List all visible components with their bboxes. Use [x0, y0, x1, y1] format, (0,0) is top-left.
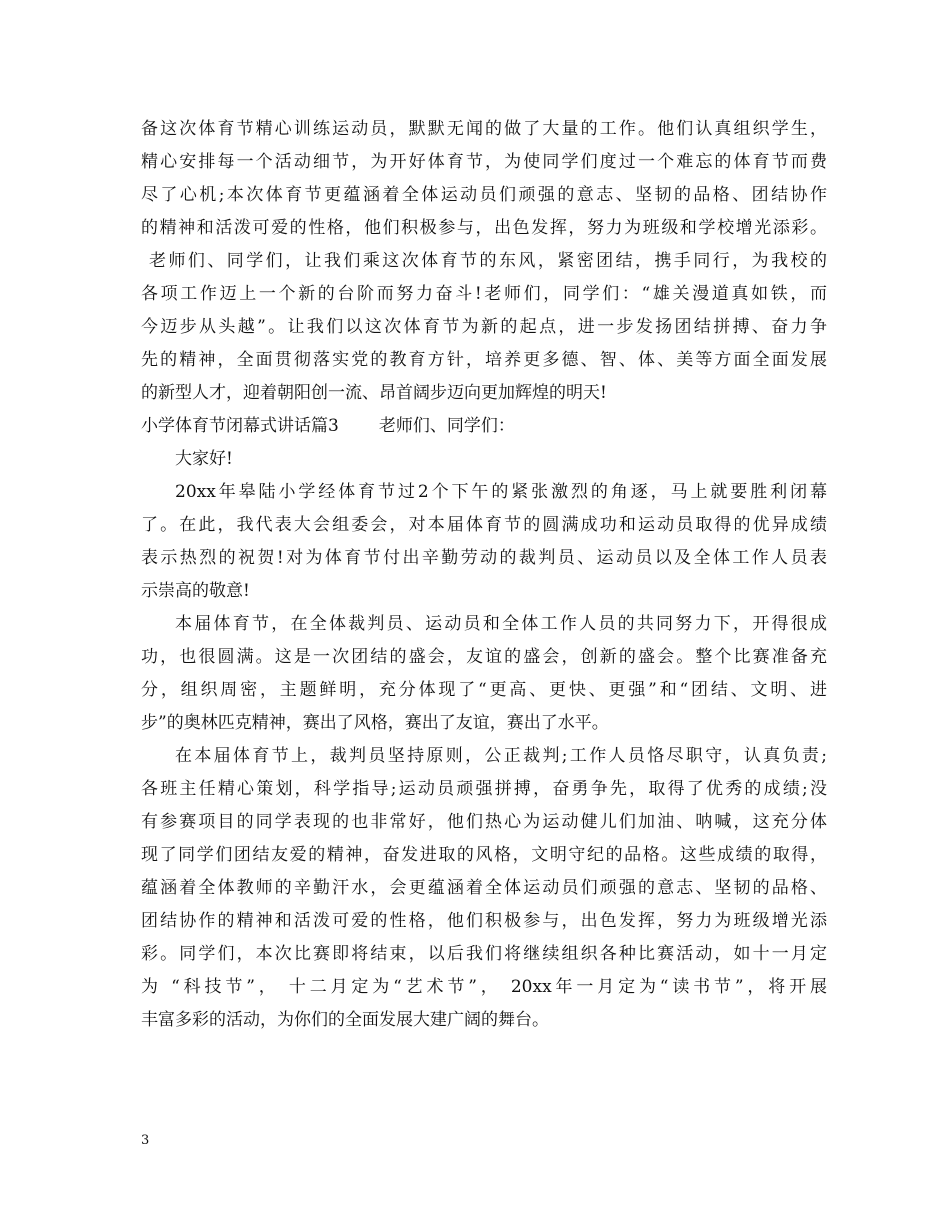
document-body: [141, 113, 827, 1037]
section-heading: [141, 410, 827, 443]
text-line: 先的精神，全面贯彻落实党的教育方针，培养更多德、智、体、美等方面全面发展: [141, 350, 827, 370]
text-line: 各项工作迈上一个新的台阶而努力奋斗!老师们，同学们：“雄关漫道真如铁，而: [141, 284, 827, 304]
text-line: 在本届体育节上，裁判员坚持原则，公正裁判;工作人员恪尽职守，认真负责;: [175, 746, 827, 766]
text-line: 彩。同学们，本次比赛即将结束，以后我们将继续组织各种比赛活动，如十一月定: [141, 944, 827, 964]
text-line: 现了同学们团结友爱的精神，奋发进取的风格，文明守纪的品格。这些成绩的取得，: [141, 845, 827, 865]
text-line: 本届体育节，在全体裁判员、运动员和全体工作人员的共同努力下，开得很成: [175, 614, 827, 634]
greeting: 大家好!: [175, 449, 233, 469]
text-line: 蕴涵着全体教师的辛勤汗水，会更蕴涵着全体运动员们顽强的意志、坚韧的品格、: [141, 878, 827, 898]
text-line: 20xx年皋陆小学经体育节过2个下午的紧张激烈的角逐，马上就要胜利闭幕: [175, 482, 827, 502]
salutation: 老师们、同学们：: [378, 416, 515, 436]
text-line: 分，组织周密，主题鲜明，充分体现了“更高、更快、更强”和“团结、文明、进: [141, 680, 827, 700]
text-line: 精心安排每一个活动细节，为开好体育节，为使同学们度过一个难忘的体育节而费: [141, 152, 827, 172]
text-line: 功，也很圆满。这是一次团结的盛会，友谊的盛会，创新的盛会。整个比赛准备充: [141, 647, 827, 667]
section-title: 小学体育节闭幕式讲话篇3: [141, 416, 339, 436]
text-line: 团结协作的精神和活泼可爱的性格，他们积极参与，出色发挥，努力为班级增光添: [141, 911, 827, 931]
text-line: 尽了心机;本次体育节更蕴涵着全体运动员们顽强的意志、坚韧的品格、团结协作: [141, 185, 827, 205]
text-line: 各班主任精心策划，科学指导;运动员顽强拼搏，奋勇争先，取得了优秀的成绩;没: [141, 779, 827, 799]
text-line: 示崇高的敬意!: [141, 581, 250, 601]
text-line: 的精神和活泼可爱的性格，他们积极参与，出色发挥，努力为班级和学校增光添彩。: [141, 218, 827, 238]
page-number: 3: [141, 1133, 150, 1148]
text-line: 表示热烈的祝贺!对为体育节付出辛勤劳动的裁判员、运动员以及全体工作人员表: [141, 548, 827, 568]
text-line: 今迈步从头越”。让我们以这次体育节为新的起点，进一步发扬团结拼搏、奋力争: [141, 317, 827, 337]
text-line: 老师们、同学们，让我们乘这次体育节的东风，紧密团结，携手同行，为我校的: [149, 251, 827, 271]
text-line: 有参赛项目的同学表现的也非常好，他们热心为运动健儿们加油、呐喊，这充分体: [141, 812, 827, 832]
text-line: 备这次体育节精心训练运动员，默默无闻的做了大量的工作。他们认真组织学生，: [141, 119, 827, 139]
text-line: 丰富多彩的活动，为你们的全面发展大建广阔的舞台。: [141, 1010, 549, 1030]
text-line: 步”的奥林匹克精神，赛出了风格，赛出了友谊，赛出了水平。: [141, 713, 609, 733]
text-line: 的新型人才，迎着朝阳创一流、昂首阔步迈向更加辉煌的明天!: [141, 383, 607, 403]
text-line: 为 “科技节”， 十二月定为“艺术节”， 20xx年一月定为“读书节”，将开展: [141, 977, 827, 997]
text-line: 了。在此，我代表大会组委会，对本届体育节的圆满成功和运动员取得的优异成绩: [141, 515, 827, 535]
